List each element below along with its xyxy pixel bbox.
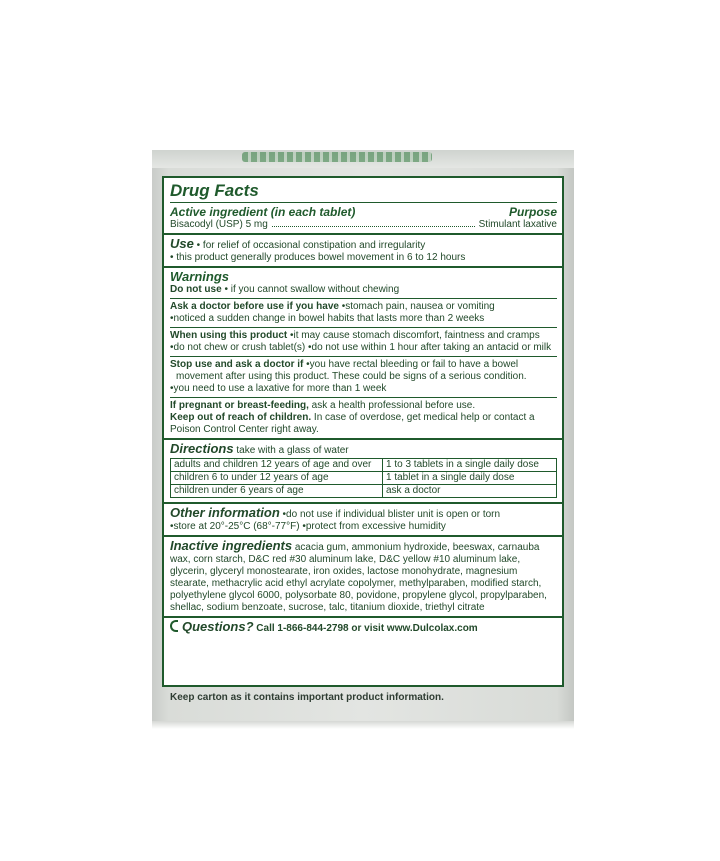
table-cell: children under 6 years of age [171,485,383,498]
leader-dots [272,226,475,227]
stop-use-text-1: •you have rectal bleeding or fail to have a bowel [303,359,519,370]
section-directions [164,440,562,504]
other-info-line-1: •do not use if individual blister unit is open or torn [279,509,501,520]
ask-doctor-text-2: •noticed a sudden change in bowel habits that lasts more than 2 weeks [170,313,485,324]
when-using-text-2: •do not chew or crush tablet(s) •do not use within 1 hour after taking an antacid or milk [170,342,552,353]
active-ingredient-name: Bisacodyl (USP) 5 mg [170,219,268,230]
directions-intro: take with a glass of water [236,445,349,456]
divider [170,327,557,328]
divider [170,397,557,398]
table-row [171,459,557,472]
divider [170,298,557,299]
keep-out-text: In case of overdose, get medical help or contact a Poison Control Center right away. [170,412,535,435]
do-not-use-text: • if you cannot swallow without chewing [221,284,400,295]
table-row [171,472,557,485]
divider [170,356,557,357]
phone-icon [170,620,178,632]
carton-top [152,150,574,170]
keep-out-label: Keep out of reach of children. [170,412,312,423]
divider [170,202,557,203]
drug-facts-panel [162,176,564,687]
drug-facts-title: Drug Facts [170,181,259,200]
table-row [171,485,557,498]
brand-logo-fragment [242,152,432,162]
questions-heading: Questions? [182,619,254,634]
section-inactive-ingredients [164,537,562,618]
use-line-2: • this product generally produces bowel movement in 6 to 12 hours [170,252,466,263]
pregnant-text: ask a health professional before use. [308,400,476,411]
use-line-1: • for relief of occasional constipation and irregularity [196,240,426,251]
active-ingredient-heading: Active ingredient (in each tablet) [170,205,356,219]
section-other-information [164,504,562,537]
ask-doctor-text-1: •stomach pain, nausea or vomiting [338,301,495,312]
directions-table [170,458,557,498]
when-using-label: When using this product [170,330,288,341]
do-not-use-label: Do not use [170,284,222,295]
warnings-heading: Warnings [170,269,229,284]
purpose-text: Stimulant laxative [478,219,557,230]
table-cell: children 6 to under 12 years of age [171,472,383,485]
carton-shadow [152,721,574,729]
section-warnings [164,268,562,440]
stop-use-text-2: movement after using this product. These could be signs of a serious condition. [176,371,527,382]
table-cell: ask a doctor [383,485,557,498]
keep-carton-note: Keep carton as it contains important product information. [170,692,444,703]
purpose-heading: Purpose [508,205,557,219]
section-active-ingredient [164,178,562,235]
section-questions [164,618,562,637]
use-heading: Use [170,236,194,251]
other-info-line-2: •store at 20°-25°C (68°-77°F) •protect from excessive humidity [170,521,446,532]
section-use [164,235,562,268]
inactive-heading: Inactive ingredients [170,538,293,553]
table-cell: 1 to 3 tablets in a single daily dose [383,459,557,472]
questions-text: Call 1-866-844-2798 or visit www.Dulcolax.com [256,623,478,634]
pregnant-label: If pregnant or breast-feeding, [170,400,309,411]
table-cell: adults and children 12 years of age and over [171,459,383,472]
stop-use-label: Stop use and ask a doctor if [170,359,304,370]
inactive-text: acacia gum, ammonium hydroxide, beeswax, carnauba wax, corn starch, D&C red #30 aluminum lake, D&C yellow #10 aluminum lake, glycerin, glyceryl monostearate, iron oxides, lactose monohydrate, magnesium stearate, methacrylic acid ethyl acrylate copolymer, methylparaben, modified starch, polyethylene glycol 6000, polysorbate 80, povidone, propylene glycol, propylparaben, shellac, sodium benzoate, sucrose, talc, titanium dioxide, triethyl citrate [170,542,547,613]
table-cell: 1 tablet in a single daily dose [383,472,557,485]
ask-doctor-label: Ask a doctor before use if you have [170,301,339,312]
stop-use-text-3: •you need to use a laxative for more than 1 week [170,383,387,394]
directions-heading: Directions [170,441,234,456]
when-using-text-1: •it may cause stomach discomfort, faintness and cramps [287,330,540,341]
other-info-heading: Other information [170,505,280,520]
carton-back-panel [152,168,574,721]
